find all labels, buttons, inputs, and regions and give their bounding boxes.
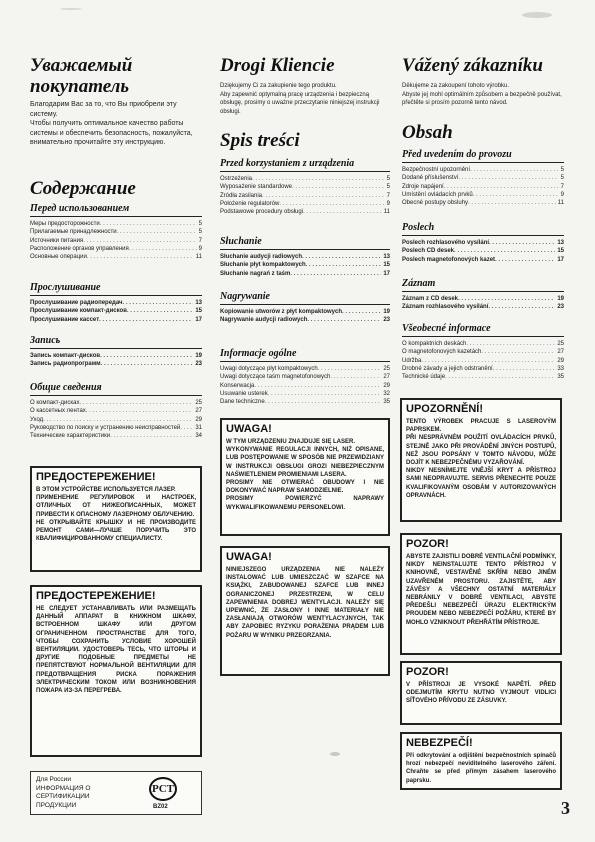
toc-leader-dots <box>470 166 559 174</box>
toc-entry-label: Основные операции <box>30 254 87 261</box>
ru-contents-title-text: Содержание <box>30 178 136 199</box>
toc-leader-dots <box>79 399 193 407</box>
toc-leader-dots <box>445 373 555 381</box>
toc-entry-page: 32 <box>383 390 390 397</box>
toc-leader-dots <box>99 316 193 324</box>
pl-warning-title: UWAGA! <box>226 423 272 435</box>
toc-entry-page: 11 <box>557 200 564 207</box>
toc-entry-label: Nagrywanie audycji radiowych <box>220 317 308 324</box>
cz-contents-title-text: Obsah <box>402 122 453 143</box>
toc-entry-label: Usuwanie usterek <box>220 390 268 397</box>
cz-warning-text: ABYSTE ZAJISTILI DOBRÉ VENTILAČNÍ PODMÍNKY, NIKDY NEINSTALUJTE TENTO PŘÍSTROJ V KNIHOVNĚ, VESTAVĚNÉ SKŘÍNI NEBO JINÉM UZAVŘENÉM PROSTORU. ZAJISTĚTE, ABY ZÁVĚSY A VŠECHNY OSTATNÍ MATERIÁLY NEBRÁNILY V DOBRÉ VENTILACI, ABYSTE PŘEDEŠLI NEBEZPEČÍ ÚRAZU ELEKTRICKÝM PROUDEM NEBO NEBEZPEČÍ POŽÁRU, KTERÉ BY MOHLO VZNIKNOUT PŘEHŘÁTÍM PŘÍSTROJE. <box>406 554 556 626</box>
cz-warning-title: POZOR! <box>406 538 449 550</box>
ru-warning-text: В ЭТОМ УСТРОЙСТВЕ ИСПОЛЬЗУЕТСЯ ЛАЗЕР. ПРИМЕНЕНИЕ РЕГУЛИРОВОК И НАСТРОЕК, ОТЛИЧНЫХ ОТ НИЖЕОПИСАННЫХ, МОЖЕТ ПРИВЕСТИ К ОПАСНОМУ ЛАЗЕРНОМУ ОБЛУЧЕНИЮ. НЕ ОТКРЫВАЙТЕ КРЫШКУ И НЕ ПРОИЗВОДИТЕ РЕМОНТ САМИ—ЛУЧШЕ ПОРУЧИТЬ ЭТО КВАЛИФИЦИРОВАННОМУ СПЕЦИАЛИСТУ. <box>36 487 196 543</box>
toc-entry-page: 13 <box>557 240 564 246</box>
cz-section-heading: Poslech <box>402 222 564 236</box>
toc-entry-label: Położenie regulatorów <box>220 200 280 207</box>
pl-section-0 <box>220 158 390 216</box>
ru-section-0 <box>30 203 202 261</box>
toc-entry-page: 11 <box>195 254 202 261</box>
pl-contents-title <box>220 130 390 152</box>
ru-toc-list <box>30 352 202 369</box>
toc-leader-dots <box>86 407 194 415</box>
toc-entry-label: Dane techniczne <box>220 399 265 406</box>
toc-leader-dots <box>290 270 381 278</box>
toc-entry-page: 9 <box>560 191 564 198</box>
toc-entry <box>30 352 202 360</box>
toc-entry-page: 9 <box>386 200 390 207</box>
cz-section-heading: Záznam <box>402 278 564 292</box>
cz-warning-laser <box>400 398 562 522</box>
toc-leader-dots <box>262 192 385 200</box>
toc-entry-label: Уход <box>30 416 44 423</box>
toc-entry-label: Obecné postupy obsluhy <box>402 200 469 207</box>
toc-entry-label: Poslech CD desek <box>402 248 455 255</box>
toc-entry <box>30 360 202 368</box>
toc-leader-dots <box>100 220 197 228</box>
toc-entry-label: Dodané příslušenství <box>402 175 459 182</box>
toc-entry-page: 29 <box>557 357 564 364</box>
toc-leader-dots <box>265 398 382 406</box>
toc-leader-dots <box>127 307 193 315</box>
toc-entry <box>220 308 390 316</box>
pl-toc-list <box>220 253 390 278</box>
toc-entry-label: Расположение органов управления <box>30 245 129 252</box>
toc-entry-page: 19 <box>557 296 564 302</box>
toc-entry <box>30 245 202 253</box>
cert-text: Для России ИНФОРМАЦИЯ О СЕРТИФИКАЦИИ ПРОДУКЦИИ <box>36 776 91 809</box>
toc-entry <box>402 365 564 373</box>
toc-entry <box>220 373 390 381</box>
pl-section-heading: Nagrywanie <box>220 291 390 305</box>
toc-leader-dots <box>421 357 555 365</box>
toc-entry-label: Słuchanie audycji radiowych <box>220 254 303 260</box>
toc-leader-dots <box>330 373 381 381</box>
toc-entry-label: Podstawowe procedury obsługi <box>220 209 304 216</box>
toc-leader-dots <box>302 253 381 261</box>
toc-entry <box>220 390 390 398</box>
toc-entry <box>402 256 564 264</box>
ru-toc-list <box>30 220 202 261</box>
pl-section-1 <box>220 236 390 278</box>
toc-entry <box>30 299 202 307</box>
toc-entry <box>220 253 390 261</box>
cz-warning-text: TENTO VÝROBEK PRACUJE S LASEROVÝM PAPRSKEM. PŘI NESPRÁVNÉM POUŽITÍ OVLÁDACÍCH PRVKŮ, STEJNĚ JAKO PŘI PROVÁDĚNÍ JINÝCH POSTUPŮ, NEŽ JSOU POPSÁNY V TOMTO NÁVODU, MŮŽE DOJÍT K NEBEZPEČNÉMU VYZAŘOVÁNÍ. NIKDY NESNÍMEJTE VNĚJŠÍ KRYT A PŘÍSTROJ SAMI NEOPRAVUJTE. SERVIS PŘENECHTE POUZE KVALIFIKOVANÝM OSOBÁM V AUTORIZOVANÝCH OPRAVNÁCH. <box>406 419 556 499</box>
cz-warning-title: NEBEZPEČÍ! <box>406 737 473 749</box>
ru-section-heading: Запись <box>30 335 202 349</box>
toc-entry-label: Запись компакт-дисков <box>30 353 101 359</box>
toc-entry-page: 15 <box>557 248 564 255</box>
toc-entry-page: 5 <box>198 221 202 227</box>
toc-entry <box>220 398 390 406</box>
toc-entry-label: Технические характеристики <box>30 433 111 440</box>
pl-warning-text: NINIEJSZEGO URZĄDZENIA NIE NALEŻY INSTALOWAĆ LUB UMIESZCZAĆ W SZAFCE NA KSIĄŻKI, ZABUDOWANEJ SZAFCE LUB INNEJ OGRANICZONEJ PRZESTRZENI, W CELU ZAPEWNIENIA DOBREJ WENTYLACJI. NALEŻY SIĘ UPEWNIĆ, ŻE ZASŁONY I INNE MATERIAŁY NIE ZASŁANIAJĄ OTWORÓW WENTYLACYJNYCH, TAK ABY ZAPOBIEC RYZYKU PORAŻENIA PRĄDEM LUB POŻARU W WYNIKU PRZEGRZANIA. <box>226 567 384 639</box>
toc-entry-label: Umístění ovládacích prvků <box>402 191 473 198</box>
toc-entry <box>402 295 564 303</box>
toc-entry-page: 17 <box>195 316 202 323</box>
toc-leader-dots <box>495 256 555 264</box>
ru-section-heading: Прослушивание <box>30 282 202 296</box>
toc-entry-page: 19 <box>383 309 390 315</box>
toc-entry-page: 17 <box>383 270 390 277</box>
toc-entry <box>402 183 564 191</box>
toc-entry-label: О компакт-дисках <box>30 400 80 406</box>
certification-box <box>30 771 202 815</box>
toc-entry-page: 13 <box>195 300 202 306</box>
cz-toc-list <box>402 340 564 381</box>
cz-title-text: Vážený zákazníku <box>402 55 543 76</box>
pl-toc-list <box>220 365 390 406</box>
cz-section-2 <box>402 278 564 312</box>
toc-leader-dots <box>458 174 558 182</box>
ru-section-3 <box>30 382 202 440</box>
pl-warning-laser <box>220 418 390 536</box>
toc-entry-label: Zdroje napájení <box>402 183 444 190</box>
toc-entry-page: 23 <box>195 361 202 368</box>
toc-entry-label: О кассетных лентах <box>30 408 86 415</box>
toc-entry-label: O magnetofonových kazetách <box>402 349 482 356</box>
toc-entry <box>30 307 202 315</box>
pl-toc-list <box>220 175 390 216</box>
toc-entry-label: Bezpečnostní upozornění <box>402 167 471 173</box>
toc-entry <box>220 316 390 324</box>
ru-toc-list <box>30 299 202 324</box>
toc-entry <box>30 228 202 236</box>
ru-intro <box>30 100 202 148</box>
toc-entry <box>30 220 202 228</box>
toc-entry <box>220 175 390 183</box>
toc-leader-dots <box>466 340 555 348</box>
toc-leader-dots <box>180 424 193 432</box>
ru-section-heading: Перед использованием <box>30 203 202 217</box>
toc-entry <box>30 432 202 440</box>
toc-entry <box>220 200 390 208</box>
toc-entry <box>402 357 564 365</box>
toc-leader-dots <box>306 261 382 269</box>
toc-entry-page: 5 <box>560 167 564 173</box>
toc-entry-label: Słuchanie nagrań z taśm <box>220 270 291 277</box>
toc-entry-page: 25 <box>557 341 564 347</box>
toc-entry <box>30 316 202 324</box>
toc-leader-dots <box>481 348 555 356</box>
cz-contents-title <box>402 122 564 144</box>
cz-intro-text: Děkujeme za zakoupení tohoto výrobku. Abyste jej mohl optimálním způsobem a bezpečně používat, přečtěte si prosím pozorně tento návod. <box>402 83 562 106</box>
toc-entry <box>220 382 390 390</box>
toc-leader-dots <box>468 199 556 207</box>
cz-section-heading: Před uvedením do provozu <box>402 149 564 163</box>
toc-entry-label: Ostrzeżenia <box>220 176 253 182</box>
toc-entry <box>402 239 564 247</box>
toc-entry-label: Прослушивание компакт-дисков <box>30 308 127 315</box>
toc-entry <box>402 340 564 348</box>
toc-entry-page: 35 <box>383 399 390 406</box>
toc-leader-dots <box>489 239 555 247</box>
toc-entry-label: Прослушивание радиопередач <box>30 300 123 306</box>
toc-entry <box>30 399 202 407</box>
pct-logo-icon: PCT <box>149 777 177 801</box>
toc-leader-dots <box>292 183 385 191</box>
ru-warning-laser <box>30 466 202 572</box>
toc-entry-label: Запись радиопрограмм <box>30 361 101 368</box>
cz-section-heading: Všeobecné informace <box>402 323 564 337</box>
toc-entry-page: 15 <box>195 308 202 315</box>
toc-entry <box>220 183 390 191</box>
ru-toc-list <box>30 399 202 440</box>
toc-entry-label: Прилагаемые принадлежности <box>30 229 117 236</box>
toc-leader-dots <box>87 253 194 261</box>
cz-warning-ventilation <box>400 533 562 655</box>
toc-entry-label: Kopiowanie utworów z płyt kompaktowych <box>220 309 343 315</box>
pl-toc-list <box>220 308 390 325</box>
toc-entry-page: 5 <box>560 175 564 182</box>
ru-section-2 <box>30 335 202 369</box>
toc-entry-page: 34 <box>195 433 202 440</box>
cz-warning-title: UPOZORNĚNÍ! <box>406 403 483 415</box>
toc-entry-label: Меры предосторожности <box>30 221 100 227</box>
toc-entry-label: Poslech rozhlasového vysílání <box>402 240 490 246</box>
toc-entry <box>30 237 202 245</box>
pl-section-2 <box>220 291 390 325</box>
toc-entry <box>402 174 564 182</box>
toc-entry <box>402 373 564 381</box>
toc-entry-label: Wyposażenie standardowe <box>220 184 292 191</box>
cz-warning-danger <box>400 732 562 790</box>
ru-warning-text: НЕ СЛЕДУЕТ УСТАНАВЛИВАТЬ ИЛИ РАЗМЕЩАТЬ ДАННЫЙ АППАРАТ В КНИЖНОМ ШКАФУ, ВСТРОЕННОМ ШКАФУ ИЛИ ДРУГОМ ОГРАНИЧЕННОМ ПРОСТРАНСТВЕ ДЛЯ ТОГО, ЧТОБЫ СОХРАНИТЬ УСЛОВИЕ ХОРОШЕЙ ВЕНТИЛЯЦИИ. УДОСТОВЕРЬ ТЕСЬ, ЧТО ШТОРЫ И ДРУГИЕ ПОДОБНЫЕ ПРЕДМЕТЫ НЕ ПРЕПЯТСТВУЮТ НОРМАЛЬНОЙ ВЕНТИЛЯЦИИ ДЛЯ ПРЕДОТВРАЩЕНИЯ РИСКА ПОРАЖЕНИЯ ЭЛЕКТРИЧЕСКИМ ТОКОМ ИЛИ ВОЗНИКНОВЕНИЯ ПОЖАРА ИЗ-ЗА ПЕРЕГРЕВА. <box>36 606 196 695</box>
cz-title <box>402 55 564 76</box>
toc-entry <box>402 247 564 255</box>
toc-entry-label: Drobné závady a jejich odstranění <box>402 365 493 372</box>
pl-title <box>220 55 390 76</box>
pl-intro <box>220 82 390 116</box>
toc-entry <box>402 303 564 311</box>
toc-entry-label: Poslech magnetofonových kazet <box>402 256 496 263</box>
toc-entry-page: 7 <box>198 237 202 244</box>
pl-section-heading: Informacje ogólne <box>220 348 390 362</box>
toc-leader-dots <box>110 432 193 440</box>
pl-section-heading: Przed korzystaniem z urządzenia <box>220 158 390 172</box>
cz-warning-text: V PŘÍSTROJI JE VYSOKÉ NAPĚTÍ. PŘED ODEJMUTÍM KRYTU NUTNO VYJMOUT VIDLICI SÍŤOVÉHO PŘÍVODU ZE ZÁSUVKY. <box>406 682 556 705</box>
toc-entry-page: 23 <box>557 304 564 311</box>
toc-entry-page: 25 <box>195 400 202 406</box>
cz-warning-text: Při odkrytování a odjištění bezpečnostních spínačů hrozí nebezpečí neviditelného laserového záření. Chraňte se před přímým zásahem laserového paprsku. <box>406 753 556 784</box>
toc-entry <box>402 166 564 174</box>
toc-leader-dots <box>454 247 555 255</box>
toc-leader-dots <box>488 303 555 311</box>
pl-section-heading: Słuchanie <box>220 236 390 250</box>
toc-entry-label: O kompaktních deskách <box>402 341 467 347</box>
cz-warning-title: POZOR! <box>406 666 449 678</box>
toc-entry-page: 13 <box>383 254 390 260</box>
scan-noise <box>60 8 82 10</box>
ru-intro-text: Благодарим Вас за то, что Вы приобрели эту систему. Чтобы получить оптимальное качество работы системы и обеспечить безопасность, пожалуйста, внимательно прочитайте эту инструкцию. <box>30 101 193 146</box>
toc-entry-page: 31 <box>195 424 202 431</box>
ru-section-heading: Общие сведения <box>30 382 202 396</box>
toc-leader-dots <box>268 390 382 398</box>
cz-section-3 <box>402 323 564 381</box>
pl-warning-title: UWAGA! <box>226 551 272 563</box>
toc-entry <box>402 199 564 207</box>
toc-entry-page: 11 <box>383 209 390 216</box>
cz-section-0 <box>402 149 564 207</box>
toc-entry <box>30 407 202 415</box>
toc-entry-page: 5 <box>386 184 390 191</box>
toc-leader-dots <box>252 175 385 183</box>
toc-entry-page: 7 <box>386 192 390 199</box>
toc-entry-page: 15 <box>383 262 390 269</box>
toc-leader-dots <box>129 245 197 253</box>
toc-leader-dots <box>303 208 382 216</box>
toc-entry-label: Słuchanie płyt kompaktowych <box>220 262 306 269</box>
toc-entry <box>402 191 564 199</box>
pl-contents-title-text: Spis treści <box>220 130 300 151</box>
toc-entry-label: Záznam rozhlasového vysílání <box>402 304 489 311</box>
pl-warning-text: W TYM URZĄDZENIU ZNAJDUJE SIĘ LASER. WYKONYWANIE REGULACJI INNYCH, NIŻ OPISANE, LUB POSTĘPOWANIE W SPOSÓB NIE PRZEWIDZIANY W INSTRUKCJI OBSŁUGI GROZI NIEBEZPIECZNYM NAŚWIETLENIEM PROMIENIAMI LASERA. PROSIMY NIE OTWIERAĆ OBUDOWY I NIE DOKONYWAĆ NAPRAW SAMODZIELNIE. PROSIMY POWIERZYĆ NAPRAWY WYKWALIFIKOWANEMU PERSONELOWI. <box>226 439 384 511</box>
toc-entry <box>220 270 390 278</box>
toc-entry <box>30 424 202 432</box>
toc-entry-page: 9 <box>198 245 202 252</box>
toc-entry <box>220 192 390 200</box>
toc-entry-page: 23 <box>383 317 390 324</box>
toc-entry-label: Konserwacja <box>220 382 255 389</box>
toc-entry-page: 35 <box>557 374 564 381</box>
toc-entry-label: Technické údaje <box>402 374 446 381</box>
cz-intro <box>402 82 564 108</box>
toc-entry-page: 7 <box>560 183 564 190</box>
toc-entry-page: 17 <box>557 256 564 263</box>
toc-leader-dots <box>444 183 559 191</box>
toc-entry-label: Źródła zasilania <box>220 192 263 199</box>
toc-entry <box>220 365 390 373</box>
toc-entry-label: Uwagi dotyczące taśm magnetofonowych <box>220 374 331 381</box>
toc-entry <box>220 208 390 216</box>
toc-leader-dots <box>458 295 555 303</box>
toc-entry-label: Источники питания <box>30 237 84 244</box>
toc-entry-page: 19 <box>195 353 202 359</box>
toc-entry <box>220 261 390 269</box>
toc-entry-page: 27 <box>557 349 564 356</box>
cz-section-1 <box>402 222 564 264</box>
toc-entry-page: 33 <box>557 365 564 372</box>
toc-entry-label: Uwagi dotyczące płyt kompaktowych <box>220 366 318 372</box>
toc-leader-dots <box>254 382 381 390</box>
ru-section-1 <box>30 282 202 324</box>
pl-title-text: Drogi Kliencie <box>220 55 335 76</box>
toc-leader-dots <box>473 191 559 199</box>
toc-entry-page: 5 <box>386 176 390 182</box>
toc-leader-dots <box>117 228 197 236</box>
toc-leader-dots <box>101 360 194 368</box>
toc-entry-label: Прослушивание кассет <box>30 316 100 323</box>
cz-toc-list <box>402 166 564 207</box>
cz-toc-list <box>402 239 564 264</box>
toc-entry <box>402 348 564 356</box>
ru-warning-title: ПРЕДОСТЕРЕЖЕНИЕ! <box>36 471 156 483</box>
cz-toc-list <box>402 295 564 312</box>
toc-leader-dots <box>123 299 194 307</box>
toc-entry-page: 25 <box>383 366 390 372</box>
pl-section-3 <box>220 348 390 406</box>
toc-entry-page: 29 <box>195 416 202 423</box>
cert-code: BZ02 <box>153 804 168 810</box>
toc-leader-dots <box>318 365 382 373</box>
ru-title <box>30 55 202 97</box>
toc-entry-page: 27 <box>195 408 202 415</box>
toc-entry-label: Záznam z CD desek <box>402 296 459 302</box>
toc-entry <box>30 253 202 261</box>
toc-leader-dots <box>493 365 556 373</box>
page-number: 3 <box>561 798 570 818</box>
ru-contents-title <box>30 178 202 200</box>
toc-leader-dots <box>43 416 193 424</box>
toc-leader-dots <box>83 237 196 245</box>
pl-intro-text: Dziękujemy Ci za zakupienie tego produktu. Aby zapewnić optymalną pracę urządzenia i bezpieczną obsługę, prosimy o uważne przeczytanie niniejszej instrukcji obsługi. <box>220 83 380 115</box>
ru-title-text: Уважаемый покупатель <box>30 55 133 97</box>
toc-entry-label: Руководство по поиску и устранению неисправностей <box>30 424 181 431</box>
toc-entry <box>30 416 202 424</box>
pl-warning-ventilation <box>220 546 390 676</box>
scan-noise <box>522 12 552 18</box>
toc-leader-dots <box>342 308 381 316</box>
toc-entry-page: 29 <box>383 382 390 389</box>
toc-leader-dots <box>100 352 193 360</box>
toc-leader-dots <box>307 316 381 324</box>
toc-leader-dots <box>279 200 384 208</box>
toc-entry-label: Údržba <box>402 357 422 364</box>
cz-warning-voltage <box>400 661 562 725</box>
scan-noise <box>330 752 340 756</box>
toc-entry-page: 5 <box>198 229 202 236</box>
ru-warning-title: ПРЕДОСТЕРЕЖЕНИЕ! <box>36 590 156 602</box>
toc-entry-page: 27 <box>383 374 390 381</box>
ru-warning-ventilation <box>30 585 202 757</box>
